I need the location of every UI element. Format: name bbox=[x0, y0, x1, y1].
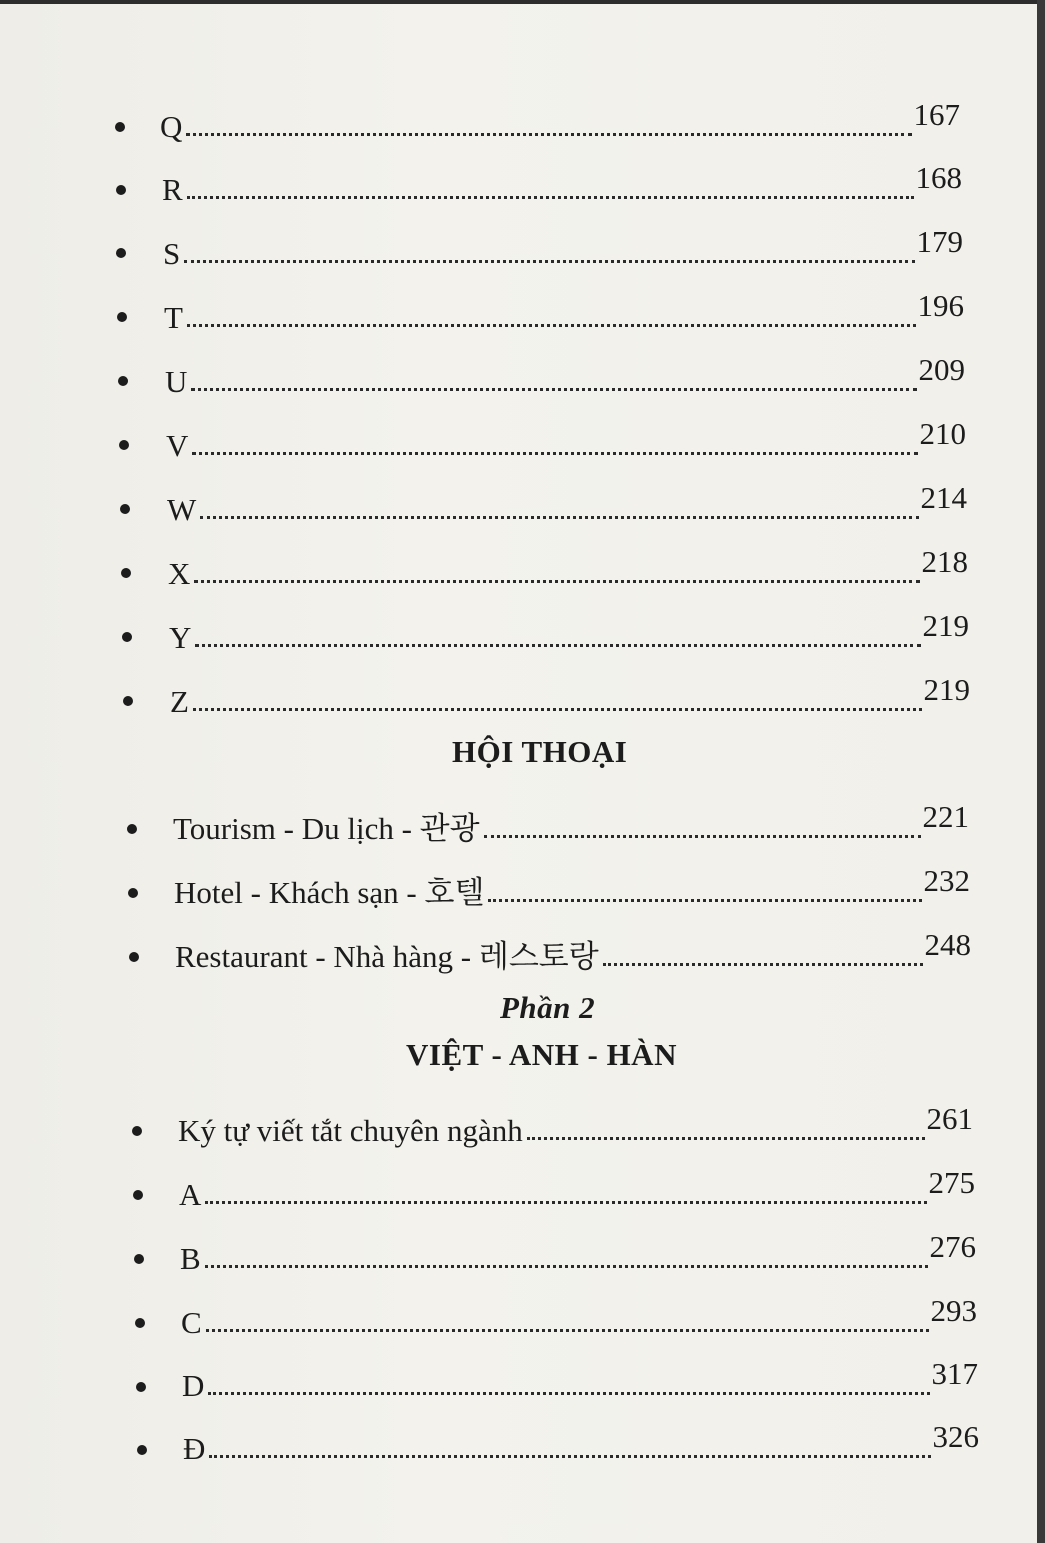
dot-leader bbox=[603, 963, 923, 966]
toc-entry-label: U bbox=[165, 364, 188, 399]
toc-entry-page: 209 bbox=[918, 352, 965, 387]
bullet-icon bbox=[121, 568, 131, 578]
bullet-icon bbox=[117, 312, 127, 322]
toc-entry[interactable] bbox=[170, 673, 970, 717]
toc-entry-page: 248 bbox=[924, 927, 971, 962]
toc-entry-page: 275 bbox=[928, 1165, 975, 1200]
toc-entry[interactable] bbox=[168, 545, 968, 589]
toc-entry-page: 261 bbox=[926, 1101, 973, 1136]
toc-entry-page: 232 bbox=[923, 863, 970, 898]
dot-leader bbox=[184, 260, 914, 263]
toc-entry[interactable] bbox=[164, 289, 964, 333]
toc-entry[interactable] bbox=[169, 609, 969, 653]
dot-leader bbox=[191, 388, 916, 391]
dot-leader bbox=[209, 1455, 930, 1458]
dot-leader bbox=[187, 324, 916, 327]
toc-entry-label: W bbox=[167, 492, 197, 527]
toc-entry[interactable] bbox=[162, 161, 962, 205]
bullet-icon bbox=[128, 888, 138, 898]
bullet-icon bbox=[133, 1190, 143, 1200]
toc-entry[interactable] bbox=[183, 1420, 979, 1464]
dot-leader bbox=[208, 1392, 929, 1395]
toc-entry-label: B bbox=[180, 1241, 201, 1276]
dot-leader bbox=[527, 1137, 925, 1140]
toc-entry-label: Q bbox=[160, 109, 183, 144]
toc-entry[interactable] bbox=[165, 353, 965, 397]
dot-leader bbox=[187, 196, 914, 199]
toc-entry-label: X bbox=[168, 556, 191, 591]
dot-leader bbox=[205, 1265, 928, 1268]
dot-leader bbox=[195, 644, 920, 647]
toc-entry-page: 210 bbox=[919, 416, 966, 451]
bullet-icon bbox=[120, 504, 130, 514]
toc-entry-page: 326 bbox=[932, 1419, 979, 1454]
dot-leader bbox=[206, 1329, 929, 1332]
toc-entry-page: 179 bbox=[916, 224, 963, 259]
page-right-edge bbox=[1037, 0, 1045, 1543]
toc-entry[interactable] bbox=[160, 98, 960, 142]
toc-entry[interactable] bbox=[163, 225, 963, 269]
dot-leader bbox=[193, 708, 922, 711]
dot-leader bbox=[205, 1201, 926, 1204]
toc-entry[interactable] bbox=[180, 1230, 976, 1274]
bullet-icon bbox=[119, 440, 129, 450]
bullet-icon bbox=[136, 1382, 146, 1392]
toc-entry-page: 167 bbox=[913, 97, 960, 132]
toc-entry[interactable] bbox=[175, 928, 971, 972]
section-heading: HỘI THOẠI bbox=[452, 734, 628, 769]
dot-leader bbox=[488, 899, 921, 902]
bullet-icon bbox=[123, 696, 133, 706]
toc-entry-page: 221 bbox=[922, 799, 969, 834]
toc-entry-page: 317 bbox=[931, 1356, 978, 1391]
toc-entry-label: R bbox=[162, 172, 183, 207]
toc-entry-label: Đ bbox=[183, 1431, 206, 1466]
toc-entry-label: T bbox=[164, 300, 183, 335]
dot-leader bbox=[484, 835, 921, 838]
bullet-icon bbox=[134, 1254, 144, 1264]
toc-entry[interactable] bbox=[178, 1102, 973, 1146]
toc-entry-page: 219 bbox=[922, 608, 969, 643]
toc-entry-label: V bbox=[166, 428, 189, 463]
dot-leader bbox=[194, 580, 919, 583]
section-heading: VIỆT - ANH - HÀN bbox=[406, 1037, 677, 1072]
bullet-icon bbox=[118, 376, 128, 386]
toc-entry-label: Y bbox=[169, 620, 192, 655]
bullet-icon bbox=[132, 1126, 142, 1136]
toc-entry[interactable] bbox=[181, 1294, 977, 1338]
dot-leader bbox=[200, 516, 918, 519]
dot-leader bbox=[186, 133, 911, 136]
toc-entry-page: 196 bbox=[917, 288, 964, 323]
toc-entry[interactable] bbox=[174, 864, 970, 908]
bullet-icon bbox=[137, 1445, 147, 1455]
bullet-icon bbox=[116, 248, 126, 258]
bullet-icon bbox=[116, 185, 126, 195]
bullet-icon bbox=[122, 632, 132, 642]
toc-entry-label: D bbox=[182, 1368, 205, 1403]
toc-entry-page: 219 bbox=[923, 672, 970, 707]
part-label: Phần 2 bbox=[500, 990, 596, 1025]
bullet-icon bbox=[127, 824, 137, 834]
toc-entry-page: 276 bbox=[929, 1229, 976, 1264]
toc-entry[interactable] bbox=[182, 1357, 978, 1401]
toc-entry-page: 168 bbox=[915, 160, 962, 195]
toc-entry-label: S bbox=[163, 236, 181, 271]
toc-entry-page: 293 bbox=[930, 1293, 977, 1328]
toc-entry[interactable] bbox=[173, 800, 969, 844]
toc-entry-page: 214 bbox=[920, 480, 967, 515]
bullet-icon bbox=[135, 1318, 145, 1328]
toc-entry-label: Restaurant - Nhà hàng - 레스토랑 bbox=[175, 939, 599, 974]
toc-entry[interactable] bbox=[166, 417, 966, 461]
dot-leader bbox=[192, 452, 917, 455]
toc-entry-label: Hotel - Khách sạn - 호텔 bbox=[174, 875, 485, 910]
bullet-icon bbox=[115, 122, 125, 132]
toc-entry-label: Z bbox=[170, 684, 189, 719]
bullet-icon bbox=[129, 952, 139, 962]
toc-entry-label: C bbox=[181, 1305, 202, 1340]
page-top-edge bbox=[0, 0, 1045, 4]
toc-entry-label: A bbox=[179, 1177, 202, 1212]
toc-entry-label: Ký tự viết tắt chuyên ngành bbox=[178, 1113, 523, 1148]
toc-entry[interactable] bbox=[167, 481, 967, 525]
toc-entry-label: Tourism - Du lịch - 관광 bbox=[173, 811, 480, 846]
toc-entry-page: 218 bbox=[921, 544, 968, 579]
toc-entry[interactable] bbox=[179, 1166, 975, 1210]
